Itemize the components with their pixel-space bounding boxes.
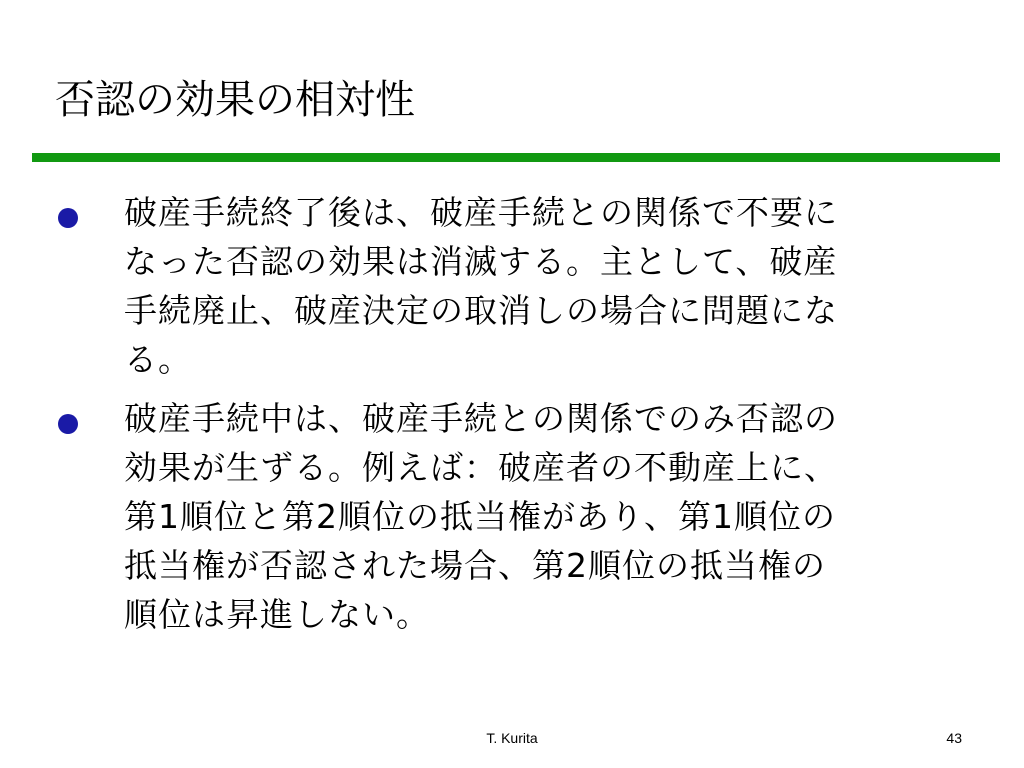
bullet-line: なった否認の効果は消滅する。主として、破産: [124, 242, 838, 281]
bullet-line: 破産手続中は、破産手続との関係でのみ否認の: [124, 399, 838, 438]
slide-title: 否認の効果の相対性: [55, 77, 415, 123]
bullet-text: [124, 188, 964, 384]
bullet-text: [124, 394, 964, 639]
bullet-list: [0, 188, 1024, 649]
bullet-line: 破産手続終了後は、破産手続との関係で不要に: [124, 193, 838, 232]
bullet-line: る。: [124, 340, 192, 379]
bullet-line: 第1順位と第2順位の抵当権があり、第1順位の: [124, 497, 836, 536]
page-number: 43: [946, 730, 962, 746]
bullet-line: 手続廃止、破産決定の取消しの場合に問題にな: [124, 291, 838, 330]
bullet-line: 効果が生ずる。例えば：破産者の不動産上に、: [124, 448, 838, 487]
bullet-dot-icon: [58, 414, 78, 434]
bullet-line: 抵当権が否認された場合、第2順位の抵当権の: [124, 546, 826, 585]
title-divider: [32, 153, 1000, 162]
bullet-item: [0, 394, 1024, 639]
bullet-item: [0, 188, 1024, 384]
bullet-line: 順位は昇進しない。: [124, 595, 430, 634]
footer-author: T. Kurita: [486, 730, 538, 746]
bullet-dot-icon: [58, 208, 78, 228]
